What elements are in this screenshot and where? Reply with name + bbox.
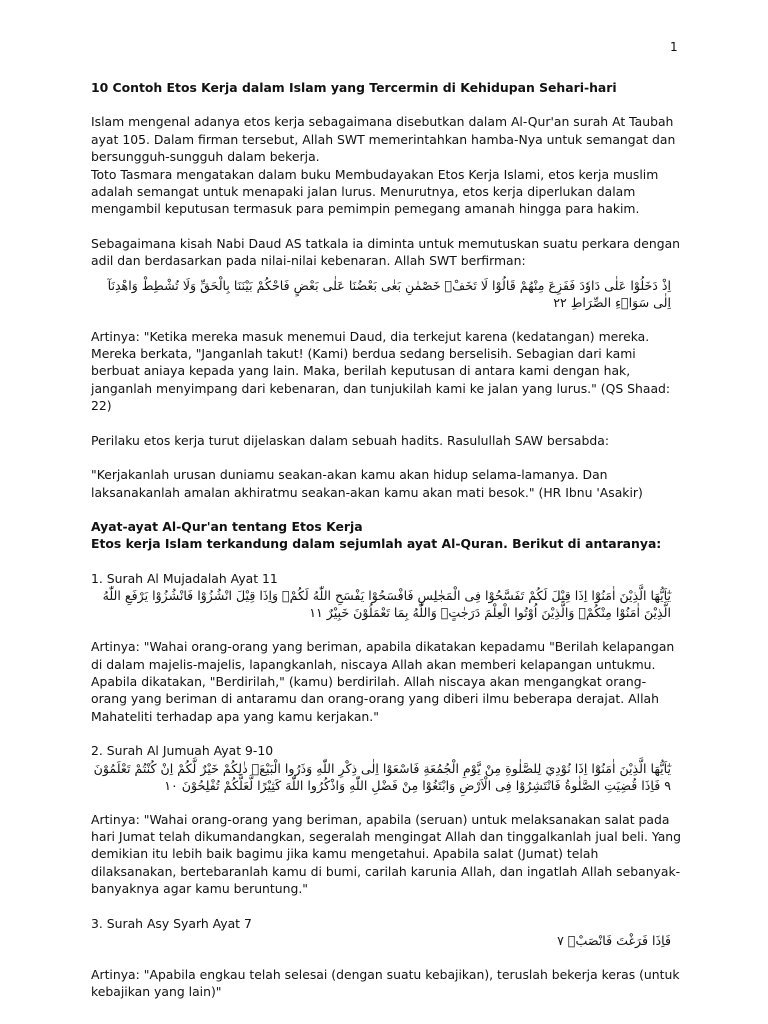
ayat-section-heading: Ayat-ayat Al-Qur'an tentang Etos Kerja <box>91 518 363 534</box>
shaad-arabic-verse: اِذْ دَخَلُوْا عَلٰى دَاوٗدَ فَفَزِعَ مِنْهُمْ قَالُوْا لَا تَخَفْۚ خَصْمٰنِ بَغٰى بَعْضُنَا عَلٰى بَعْضٍ فَاحْكُمْ بَيْنَنَا بِالْحَقِّ وَلَا تُشْطِطْ وَاهْدِنَآ اِلٰى سَوَاۤءِ الصِّرَاطِ ٢٢ <box>107 277 671 310</box>
ayat-section-subheading: Etos kerja Islam terkandung dalam sejumlah ayat Al-Quran. Berikut di antaranya: <box>91 536 662 552</box>
surah-arabic-verse: يٰٓاَيُّهَا الَّذِيْنَ اٰمَنُوْٓا اِذَا قِيْلَ لَكُمْ تَفَسَّحُوْا فِى الْمَجٰلِسِ فَافْسَحُوْا يَفْسَحِ اللّٰهُ لَكُمْۚ وَاِذَا قِيْلَ انْشُزُوْا فَانْشُزُوْا يَرْفَعِ اللّٰهُ الَّذِيْنَ اٰمَنُوْا مِنْكُمْۙ وَالَّذِيْنَ اُوْتُوا الْعِلْمَ دَرَجٰتٍۗ وَاللّٰهُ بِمَا تَعْمَلُوْنَ خَبِيْرٌ ١١ <box>102 588 671 621</box>
intro-paragraph-3: Sebagaimana kisah Nabi Daud AS tatkala ia diminta untuk memutuskan suatu perkara dengan adil dan berdasarkan pada nilai-nilai kebenaran. Allah SWT berfirman: <box>91 235 681 269</box>
intro-paragraph-1: Islam mengenal adanya etos kerja sebagaimana disebutkan dalam Al-Qur'an surah At Taubah ayat 105. Dalam firman tersebut, Allah SWT memerintahkan hamba-Nya untuk semangat dan bersungguh-sungguh dalam bekerja. <box>91 114 676 165</box>
surah-title: 3. Surah Asy Syarh Ayat 7 <box>91 915 252 931</box>
surah-translation: Artinya: "Wahai orang-orang yang beriman, apabila dikatakan kepadamu "Berilah kelapangan di dalam majelis-majelis, lapangkanlah, niscaya Allah akan memberi kelapangan untukmu. Apabila dikatakan, "Berdirilah," (kamu) berdirilah. Allah niscaya akan mengangkat orang-orang yang beriman di antaramu dan orang-orang yang diberi ilmu beberapa derajat. Allah Mahateliti terhadap apa yang kamu kerjakan." <box>91 639 675 724</box>
document-title: 10 Contoh Etos Kerja dalam Islam yang Tercermin di Kehidupan Sehari-hari <box>91 80 617 95</box>
intro-paragraph-2: Toto Tasmara mengatakan dalam buku Membudayakan Etos Kerja Islami, etos kerja muslim adalah semangat untuk menapaki jalan lurus. Menurutnya, etos kerja diperlukan dalam mengambil keputusan termasuk para pemimpin pemegang amanah hingga para hakim. <box>91 166 659 217</box>
hadith-intro: Perilaku etos kerja turut dijelaskan dalam sebuah hadits. Rasulullah SAW bersabda: <box>91 432 609 448</box>
surah-title: 2. Surah Al Jumuah Ayat 9-10 <box>91 743 274 759</box>
surah-translation: Artinya: "Wahai orang-orang yang beriman, apabila (seruan) untuk melaksanakan salat pada hari Jumat telah dikumandangkan, segeralah mengingat Allah dan tinggalkanlah jual beli. Yang demikian itu lebih baik bagimu jika kamu mengetahui. Apabila salat (Jumat) telah dilaksanakan, bertebaranlah kamu di bumi, carilah karunia Allah, dan ingatlah Allah sebanyak-banyaknya agar kamu beruntung." <box>91 811 682 897</box>
document-body <box>91 79 681 1001</box>
surah-arabic-verse: يٰٓاَيُّهَا الَّذِيْنَ اٰمَنُوْٓا اِذَا نُوْدِيَ لِلصَّلٰوةِ مِنْ يَّوْمِ الْجُمُعَةِ فَاسْعَوْا اِلٰى ذِكْرِ اللّٰهِ وَذَرُوا الْبَيْعَۗ ذٰلِكُمْ خَيْرٌ لَّكُمْ اِنْ كُنْتُمْ تَعْلَمُوْنَ ٩ فَاِذَا قُضِيَتِ الصَّلٰوةُ فَانْتَشِرُوْا فِى الْاَرْضِ وَابْتَغُوْا مِنْ فَضْلِ اللّٰهِ وَاذْكُرُوا اللّٰهَ كَثِيْرًا لَّعَلَّكُمْ تُفْلِحُوْنَ ١٠ <box>93 760 671 793</box>
shaad-translation: Artinya: "Ketika mereka masuk menemui Daud, dia terkejut karena (kedatangan) mereka. Mereka berkata, "Janganlah takut! (Kami) berdua sedang berselisih. Sebagian dari kami berbuat aniaya kepada yang lain. Maka, berilah keputusan di antara kami dengan hak, janganlah menyimpang dari kebenaran, dan tunjukilah kami ke jalan yang lurus." (QS Shaad: 22) <box>91 328 671 414</box>
surah-arabic-verse: فَاِذَا فَرَغْتَ فَانْصَبْۙ ٧ <box>557 933 671 948</box>
page-number: 1 <box>670 40 678 54</box>
surah-title: 1. Surah Al Mujadalah Ayat 11 <box>91 570 278 586</box>
surah-translation: Artinya: "Apabila engkau telah selesai (dengan suatu kebajikan), teruslah bekerja keras (untuk kebajikan yang lain)" <box>91 967 680 1000</box>
hadith-quote: "Kerjakanlah urusan duniamu seakan-akan kamu akan hidup selama-lamanya. Dan laksanakanlah amalan akhiratmu seakan-akan kamu akan mati besok." (HR Ibnu 'Asakir) <box>91 467 643 500</box>
